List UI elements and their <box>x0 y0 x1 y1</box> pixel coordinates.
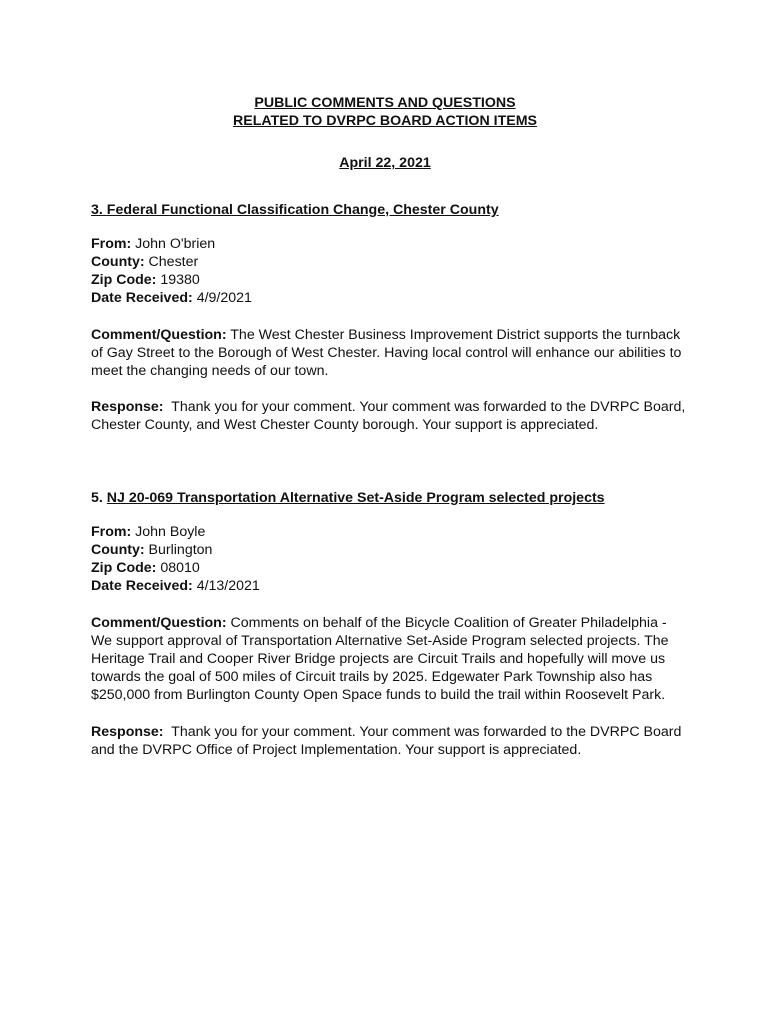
date-received-row <box>91 289 691 307</box>
comment-section-5 <box>91 489 691 759</box>
from-row <box>91 523 691 541</box>
date-received-value: 4/9/2021 <box>196 290 252 307</box>
comment-section-3 <box>91 201 691 435</box>
response-text: Thank you for your comment. Your comment was forwarded to the DVRPC Board and the DVRPC Office of Project Implementation. Your support is appreciated. <box>91 723 682 758</box>
response-label: Response: <box>91 723 164 740</box>
county-value: Burlington <box>148 542 213 559</box>
response-paragraph <box>91 723 691 759</box>
county-row <box>91 253 691 271</box>
from-row <box>91 235 691 253</box>
document-page <box>91 94 691 759</box>
section-number: 5. <box>91 489 103 506</box>
comment-text: Comments on behalf of the Bicycle Coalition of Greater Philadelphia - We support approval of Transportation Alternative Set-Aside Program selected projects. The Heritage Trail and Cooper River Bridge projects are Circuit Trails and hopefully will move us towards the goal of 500 miles of Circuit trails by 2025. Edgewater Park Township also has $250,000 from Burlington County Open Space funds to build the trail within Roosevelt Park. <box>91 614 669 704</box>
response-label: Response: <box>91 399 164 416</box>
zip-label: Zip Code: <box>91 272 157 289</box>
date-received-label: Date Received: <box>91 578 193 595</box>
section-heading <box>91 201 691 219</box>
date-received-label: Date Received: <box>91 290 193 307</box>
zip-label: Zip Code: <box>91 560 157 577</box>
section-title: NJ 20-069 Transportation Alternative Set-Aside Program selected projects <box>106 489 605 506</box>
comment-text: The West Chester Business Improvement District supports the turnback of Gay Street to the Borough of West Chester. Having local control will enhance our abilities to meet the changing needs of our town. <box>91 326 682 380</box>
comment-paragraph <box>91 326 691 381</box>
zip-value: 08010 <box>160 560 200 577</box>
response-text: Thank you for your comment. Your comment was forwarded to the DVRPC Board, Chester County, and West Chester County borough. Your support is appreciated. <box>91 399 686 434</box>
zip-value: 19380 <box>160 272 200 289</box>
date-received-value: 4/13/2021 <box>196 578 260 595</box>
county-row <box>91 541 691 559</box>
response-paragraph <box>91 398 691 434</box>
county-label: County: <box>91 254 145 271</box>
comment-paragraph <box>91 614 691 705</box>
section-number: 3. <box>91 201 103 218</box>
from-value: John O'brien <box>135 235 216 252</box>
document-title-line-1: PUBLIC COMMENTS AND QUESTIONS <box>254 95 516 111</box>
commenter-details <box>91 235 691 308</box>
comment-label: Comment/Question: <box>91 326 227 343</box>
zip-row <box>91 559 691 577</box>
section-title: Federal Functional Classification Change, Chester County <box>106 201 499 218</box>
from-value: John Boyle <box>135 523 206 540</box>
from-label: From: <box>91 235 132 252</box>
from-label: From: <box>91 523 132 540</box>
commenter-details <box>91 523 691 596</box>
county-label: County: <box>91 542 145 559</box>
comment-label: Comment/Question: <box>91 614 227 631</box>
zip-row <box>91 271 691 289</box>
section-heading <box>91 489 691 507</box>
document-date: April 22, 2021 <box>339 155 431 172</box>
date-received-row <box>91 577 691 595</box>
county-value: Chester <box>148 254 199 271</box>
document-title-line-2: RELATED TO DVRPC BOARD ACTION ITEMS <box>233 113 537 130</box>
